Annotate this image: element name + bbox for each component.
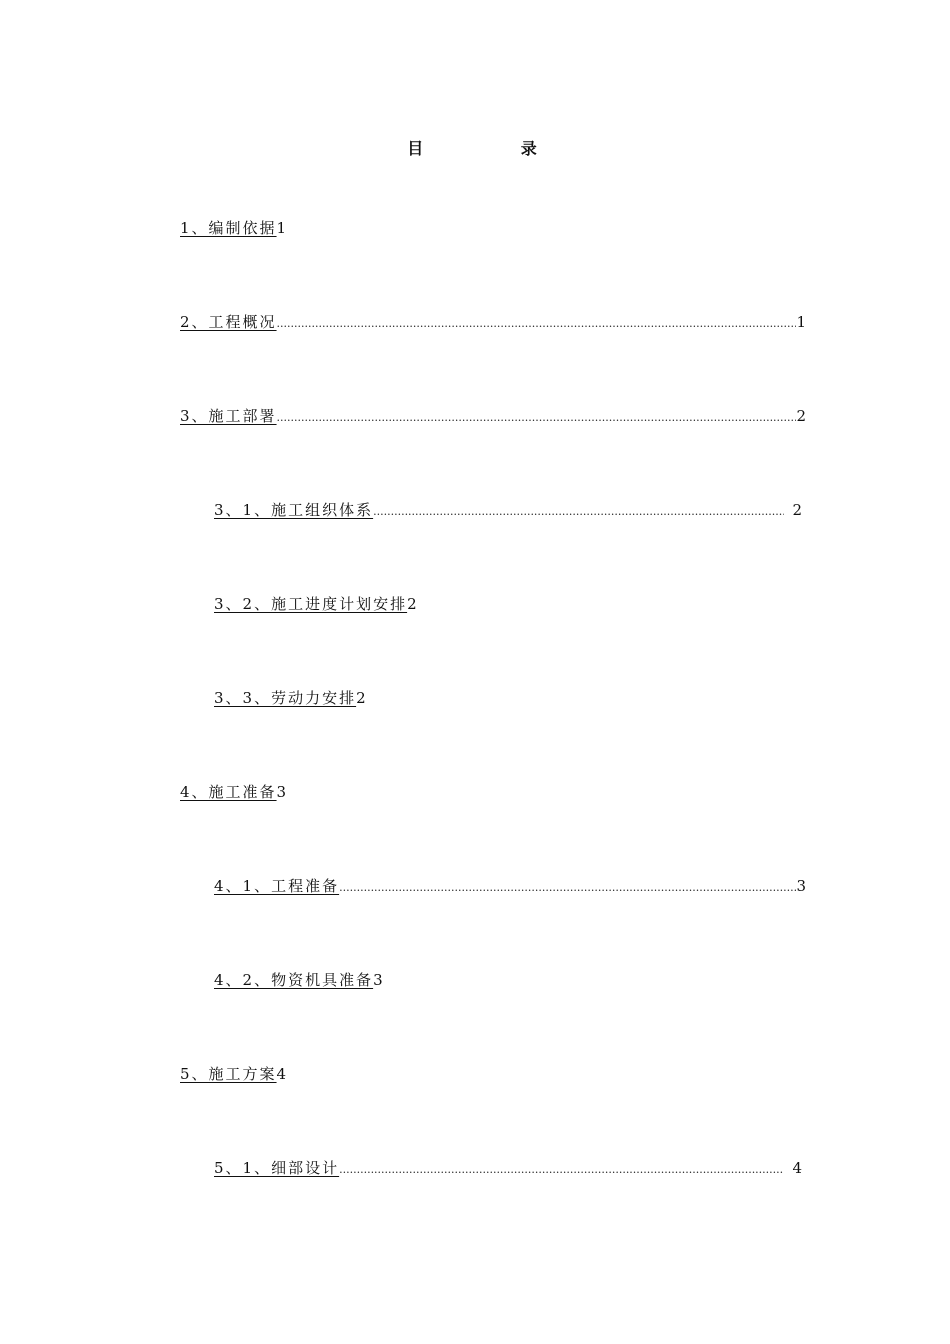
dot-leader — [339, 876, 796, 900]
toc-entry-page: 1 — [276, 219, 287, 237]
toc-entry[interactable] — [214, 968, 383, 992]
toc-entry[interactable] — [180, 310, 806, 334]
dot-leader — [339, 1158, 784, 1182]
toc-entry-page: 1 — [796, 313, 806, 331]
toc-entry-label: 3、3、劳动力安排 — [214, 689, 357, 707]
dot-leader — [373, 500, 784, 524]
toc-entry-page: 3 — [276, 783, 287, 801]
toc-entry[interactable] — [214, 686, 366, 710]
toc-entry-page: 3 — [373, 971, 383, 989]
toc-entry-page: 4 — [276, 1065, 287, 1083]
toc-entry-page: 2 — [796, 407, 806, 425]
dot-leader — [277, 406, 797, 430]
toc-entry-page: 4 — [792, 1159, 802, 1177]
toc-entry-label: 3、2、施工进度计划安排 — [214, 595, 408, 613]
toc-entry[interactable] — [214, 1156, 802, 1180]
toc-entry-label: 4、2、物资机具准备 — [214, 971, 374, 989]
toc-entry-page: 2 — [792, 501, 802, 519]
toc-entry-label: 3、施工部署 — [180, 407, 277, 425]
toc-entry-label: 2、工程概况 — [180, 313, 277, 331]
toc-entry-page: 3 — [796, 877, 806, 895]
toc-entry-label: 5、施工方案 — [180, 1065, 277, 1083]
toc-entry[interactable] — [180, 1062, 286, 1086]
toc-entry[interactable] — [180, 780, 286, 804]
toc-entry[interactable] — [214, 592, 417, 616]
toc-entry-label: 3、1、施工组织体系 — [214, 501, 374, 519]
toc-entry-page: 2 — [407, 595, 417, 613]
toc-entry-label: 4、施工准备 — [180, 783, 277, 801]
toc-entry-label: 5、1、细部设计 — [214, 1159, 340, 1177]
toc-entry[interactable] — [214, 498, 802, 522]
toc-entry-label: 1、编制依据 — [180, 219, 277, 237]
toc-title: 目 录 — [407, 139, 583, 158]
dot-leader — [277, 312, 797, 336]
toc-entry[interactable] — [214, 874, 806, 898]
toc-entry-label: 4、1、工程准备 — [214, 877, 340, 895]
toc-entry-page: 2 — [356, 689, 366, 707]
toc-entry[interactable] — [180, 404, 806, 428]
toc-entry[interactable] — [180, 216, 286, 240]
